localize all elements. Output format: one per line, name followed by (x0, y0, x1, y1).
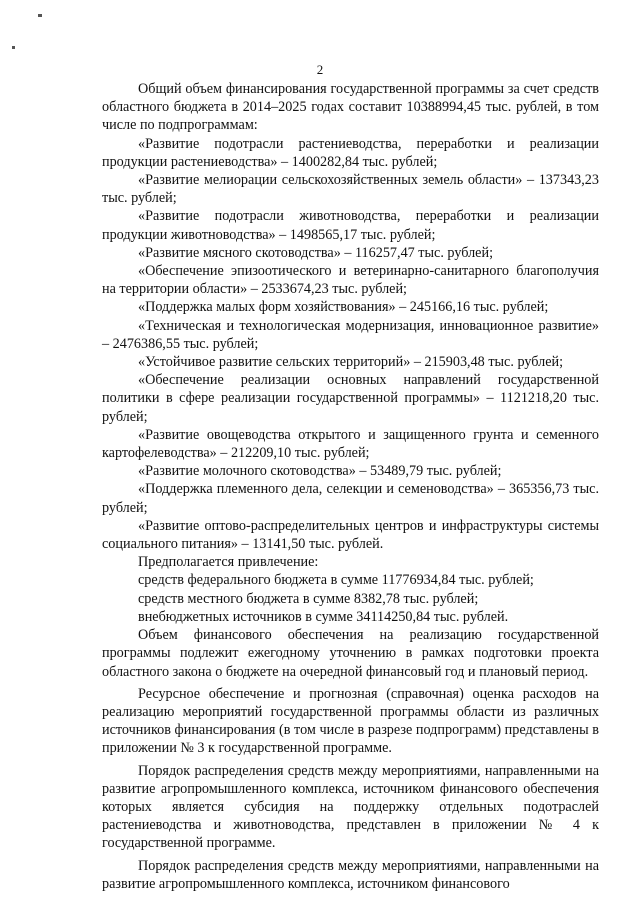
paragraph: «Развитие мясного скотоводства» – 116257,47 тыс. рублей; (138, 244, 494, 261)
paragraph: «Техническая и технологическая модернизация, инновационное развитие» – 2476386,55 тыс. рублей; (102, 317, 599, 352)
paragraph: «Развитие молочного скотоводства» – 53489,79 тыс. рублей; (138, 463, 502, 480)
paragraph: Порядок распределения средств между мероприятиями, направленными на развитие агропромышленного комплекса, источником финансового обеспечения которых является субсидия на поддержку отдельных подотраслей растениеводства и животноводства, представлен в приложении № 4 к государственной программе. (102, 762, 599, 852)
paragraph: «Устойчивое развитие сельских территорий» – 215903,48 тыс. рублей; (138, 354, 564, 371)
paragraph: Ресурсное обеспечение и прогнозная (справочная) оценка расходов на реализацию мероприятий государственной программы области из различных источников финансирования (в том числе в разрезе подпрограмм) представлены в приложении № 3 к государственной программе. (102, 685, 599, 757)
paragraph: внебюджетных источников в сумме 34114250,84 тыс. рублей. (138, 608, 509, 625)
paragraph: Порядок распределения средств между мероприятиями, направленными на развитие агропромышленного комплекса, источником финансового (102, 857, 599, 892)
paragraph: «Обеспечение реализации основных направлений государственной политики в сфере реализации государственной программы» – 1121218,20 тыс. рублей; (102, 372, 599, 425)
paragraph: средств федерального бюджета в сумме 11776934,84 тыс. рублей; (138, 572, 534, 589)
page-number: 2 (316, 62, 324, 77)
paragraph: Общий объем финансирования государственной программы за счет средств областного бюджета в 2014–2025 годах составит 10388994,45 тыс. рублей, в том числе по подпрограммам: (102, 81, 599, 134)
paragraph: «Поддержка племенного дела, селекции и семеноводства» – 365356,73 тыс. рублей; (102, 481, 599, 516)
paragraph: «Развитие мелиорации сельскохозяйственных земель области» – 137343,23 тыс. рублей; (102, 172, 599, 207)
paragraph: «Поддержка малых форм хозяйствования» – 245166,16 тыс. рублей; (138, 299, 549, 316)
paragraph: «Развитие подотрасли животноводства, переработки и реализации продукции животноводства» – 1498565,17 тыс. рублей; (102, 208, 599, 243)
paragraph: «Развитие подотрасли растениеводства, переработки и реализации продукции растениеводства» – 1400282,84 тыс. рублей; (102, 135, 599, 170)
document-body (102, 80, 599, 893)
paragraph: «Обеспечение эпизоотического и ветеринарно-санитарного благополучия на территории области» – 2533674,23 тыс. рублей; (102, 263, 599, 298)
scan-speck (12, 46, 15, 49)
paragraph: «Развитие овощеводства открытого и защищенного грунта и семенного картофелеводства» – 212209,10 тыс. рублей; (102, 426, 599, 462)
paragraph: Предполагается привлечение: (138, 554, 319, 571)
paragraph: средств местного бюджета в сумме 8382,78 тыс. рублей; (138, 590, 479, 607)
scan-speck (38, 14, 42, 17)
paragraph: Объем финансового обеспечения на реализацию государственной программы подлежит ежегодному уточнению в рамках подготовки проекта областного закона о бюджете на очередной финансовый год и плановый период. (102, 627, 599, 680)
paragraph: «Развитие оптово-распределительных центров и инфраструктуры системы социального питания» – 13141,50 тыс. рублей. (102, 517, 599, 553)
